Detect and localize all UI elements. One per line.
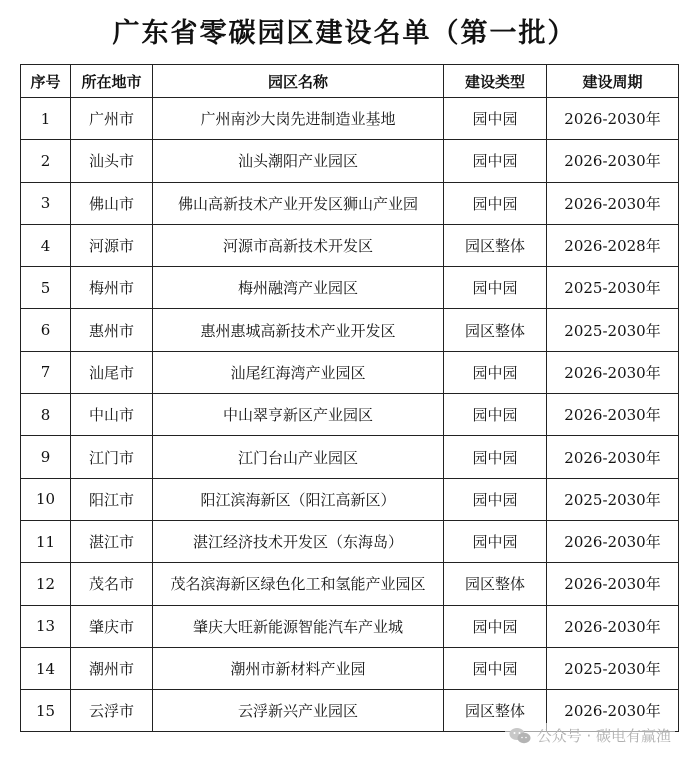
- header-build-period: 建设周期: [547, 65, 679, 98]
- city-cell: 中山市: [71, 394, 153, 436]
- city-cell: 潮州市: [71, 647, 153, 689]
- row-number-cell: 7: [21, 351, 71, 393]
- build-period-cell: 2026-2030年: [547, 98, 679, 140]
- row-number-cell: 14: [21, 647, 71, 689]
- row-number-cell: 8: [21, 394, 71, 436]
- city-cell: 肇庆市: [71, 605, 153, 647]
- row-number-cell: 11: [21, 520, 71, 562]
- row-number-cell: 5: [21, 267, 71, 309]
- build-period-cell: 2026-2030年: [547, 520, 679, 562]
- build-type-cell: 园中园: [444, 351, 547, 393]
- park-name-cell: 肇庆大旺新能源智能汽车产业城: [153, 605, 444, 647]
- table-row: [21, 394, 679, 436]
- row-number-cell: 13: [21, 605, 71, 647]
- build-period-cell: 2025-2030年: [547, 478, 679, 520]
- build-type-cell: 园中园: [444, 267, 547, 309]
- city-cell: 河源市: [71, 224, 153, 266]
- build-type-cell: 园中园: [444, 182, 547, 224]
- build-period-cell: 2026-2030年: [547, 690, 679, 732]
- table-row: [21, 520, 679, 562]
- table-row: [21, 182, 679, 224]
- build-type-cell: 园区整体: [444, 224, 547, 266]
- build-type-cell: 园中园: [444, 394, 547, 436]
- build-period-cell: 2026-2030年: [547, 182, 679, 224]
- build-period-cell: 2026-2028年: [547, 224, 679, 266]
- build-period-cell: 2025-2030年: [547, 309, 679, 351]
- park-name-cell: 湛江经济技术开发区（东海岛）: [153, 520, 444, 562]
- page-title: 广东省零碳园区建设名单（第一批）: [112, 18, 577, 49]
- watermark-text: 公众号 · 碳电有赢渔: [536, 727, 671, 745]
- park-name-cell: 中山翠亨新区产业园区: [153, 394, 444, 436]
- row-number-cell: 2: [21, 140, 71, 182]
- park-list-table: [20, 64, 679, 732]
- build-period-cell: 2026-2030年: [547, 351, 679, 393]
- park-name-cell: 惠州惠城高新技术产业开发区: [153, 309, 444, 351]
- city-cell: 梅州市: [71, 267, 153, 309]
- park-name-cell: 潮州市新材料产业园: [153, 647, 444, 689]
- table-row: [21, 140, 679, 182]
- table-body: [21, 98, 679, 732]
- park-name-cell: 汕头潮阳产业园区: [153, 140, 444, 182]
- build-period-cell: 2026-2030年: [547, 563, 679, 605]
- table-row: [21, 267, 679, 309]
- build-type-cell: 园中园: [444, 98, 547, 140]
- build-type-cell: 园中园: [444, 140, 547, 182]
- table-row: [21, 351, 679, 393]
- row-number-cell: 6: [21, 309, 71, 351]
- build-type-cell: 园中园: [444, 647, 547, 689]
- row-number-cell: 12: [21, 563, 71, 605]
- table-row: [21, 98, 679, 140]
- build-type-cell: 园中园: [444, 605, 547, 647]
- wechat-icon: [509, 727, 531, 745]
- row-number-cell: 1: [21, 98, 71, 140]
- table-row: [21, 647, 679, 689]
- header-no: 序号: [21, 65, 71, 98]
- park-name-cell: 云浮新兴产业园区: [153, 690, 444, 732]
- table-row: [21, 605, 679, 647]
- build-period-cell: 2025-2030年: [547, 647, 679, 689]
- build-period-cell: 2026-2030年: [547, 605, 679, 647]
- city-cell: 阳江市: [71, 478, 153, 520]
- build-type-cell: 园中园: [444, 436, 547, 478]
- row-number-cell: 4: [21, 224, 71, 266]
- city-cell: 广州市: [71, 98, 153, 140]
- table-row: [21, 309, 679, 351]
- build-type-cell: 园区整体: [444, 309, 547, 351]
- city-cell: 汕头市: [71, 140, 153, 182]
- row-number-cell: 15: [21, 690, 71, 732]
- park-name-cell: 河源市高新技术开发区: [153, 224, 444, 266]
- build-period-cell: 2026-2030年: [547, 140, 679, 182]
- city-cell: 湛江市: [71, 520, 153, 562]
- build-period-cell: 2026-2030年: [547, 394, 679, 436]
- park-name-cell: 梅州融湾产业园区: [153, 267, 444, 309]
- build-type-cell: 园中园: [444, 520, 547, 562]
- header-park-name: 园区名称: [153, 65, 444, 98]
- row-number-cell: 9: [21, 436, 71, 478]
- table-row: [21, 563, 679, 605]
- table-header-row: [21, 65, 679, 98]
- build-type-cell: 园区整体: [444, 563, 547, 605]
- row-number-cell: 3: [21, 182, 71, 224]
- build-type-cell: 园中园: [444, 478, 547, 520]
- header-build-type: 建设类型: [444, 65, 547, 98]
- city-cell: 江门市: [71, 436, 153, 478]
- city-cell: 惠州市: [71, 309, 153, 351]
- build-period-cell: 2026-2030年: [547, 436, 679, 478]
- park-name-cell: 汕尾红海湾产业园区: [153, 351, 444, 393]
- build-type-cell: 园区整体: [444, 690, 547, 732]
- park-name-cell: 茂名滨海新区绿色化工和氢能产业园区: [153, 563, 444, 605]
- table-row: [21, 436, 679, 478]
- row-number-cell: 10: [21, 478, 71, 520]
- park-name-cell: 佛山高新技术产业开发区狮山产业园: [153, 182, 444, 224]
- park-name-cell: 广州南沙大岗先进制造业基地: [153, 98, 444, 140]
- park-name-cell: 江门台山产业园区: [153, 436, 444, 478]
- table-row: [21, 224, 679, 266]
- city-cell: 汕尾市: [71, 351, 153, 393]
- park-name-cell: 阳江滨海新区（阳江高新区）: [153, 478, 444, 520]
- city-cell: 茂名市: [71, 563, 153, 605]
- watermark: [505, 723, 675, 748]
- city-cell: 佛山市: [71, 182, 153, 224]
- header-city: 所在地市: [71, 65, 153, 98]
- city-cell: 云浮市: [71, 690, 153, 732]
- table-row: [21, 478, 679, 520]
- build-period-cell: 2025-2030年: [547, 267, 679, 309]
